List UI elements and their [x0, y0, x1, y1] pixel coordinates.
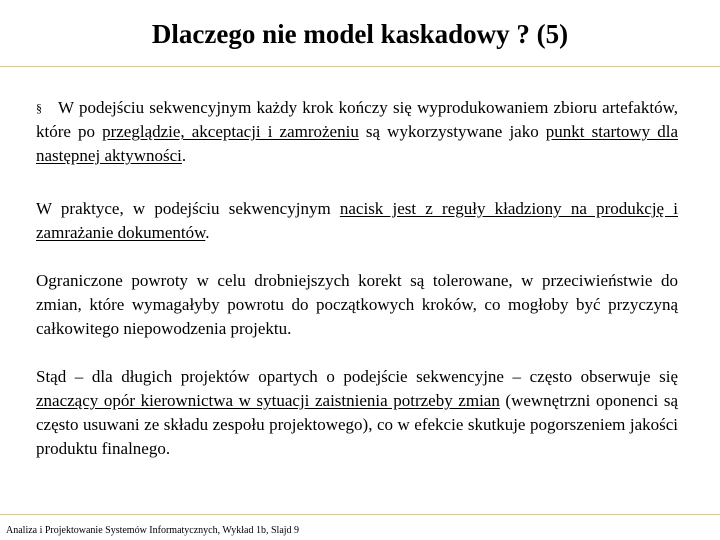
bullet-icon: § — [36, 101, 42, 115]
paragraph-2-underlined: nacisk jest z reguły kładziony na produkcję i zamrażanie dokumentów — [36, 199, 678, 242]
paragraph-2-text-2: . — [205, 223, 210, 242]
paragraph-2-text: W praktyce, w podejściu sekwencyjnym — [36, 199, 340, 218]
paragraph-1 — [36, 96, 678, 168]
paragraph-1-underlined-2: punkt startowy dla następnej aktywności — [36, 122, 678, 165]
paragraph-2 — [36, 197, 678, 245]
paragraph-1-underlined-1: przeglądzie, akceptacji i zamrożeniu — [102, 122, 359, 141]
paragraph-4 — [36, 365, 678, 461]
paragraph-4-text-2: (wewnętrzni oponenci są często usuwani ze składu zespołu projektowego), co w efekcie skutkuje pogorszeniem jakości produktu finalnego. — [36, 391, 679, 458]
paragraph-3 — [36, 269, 678, 341]
slide-footer: Analiza i Projektowanie Systemów Informatycznych, Wykład 1b, Slajd 9 — [6, 525, 300, 536]
paragraph-4-underlined: znaczący opór kierownictwa w sytuacji zaistnienia potrzeby zmian — [36, 391, 500, 410]
slide-title: Dlaczego nie model kaskadowy ? (5) — [151, 19, 569, 49]
paragraph-1-text-3: . — [181, 146, 187, 165]
paragraph-4-text: Stąd – dla długich projektów opartych o podejście sekwencyjne – często obserwuje się — [36, 367, 678, 386]
paragraph-1-text: W podejściu sekwencyjnym każdy krok kończy się wyprodukowaniem zbioru artefaktów, które po — [36, 98, 678, 141]
title-divider — [0, 66, 720, 67]
footer-divider — [0, 514, 720, 515]
paragraph-3-text: Ograniczone powroty w celu drobniejszych korekt są tolerowane, w przeciwieństwie do zmian, które wymagałyby powrotu do początkowych kroków, co mogłoby być przyczyną całkowitego niepowodzenia projektu. — [36, 271, 678, 338]
paragraph-1-text-2: są wykorzystywane jako — [358, 122, 546, 141]
